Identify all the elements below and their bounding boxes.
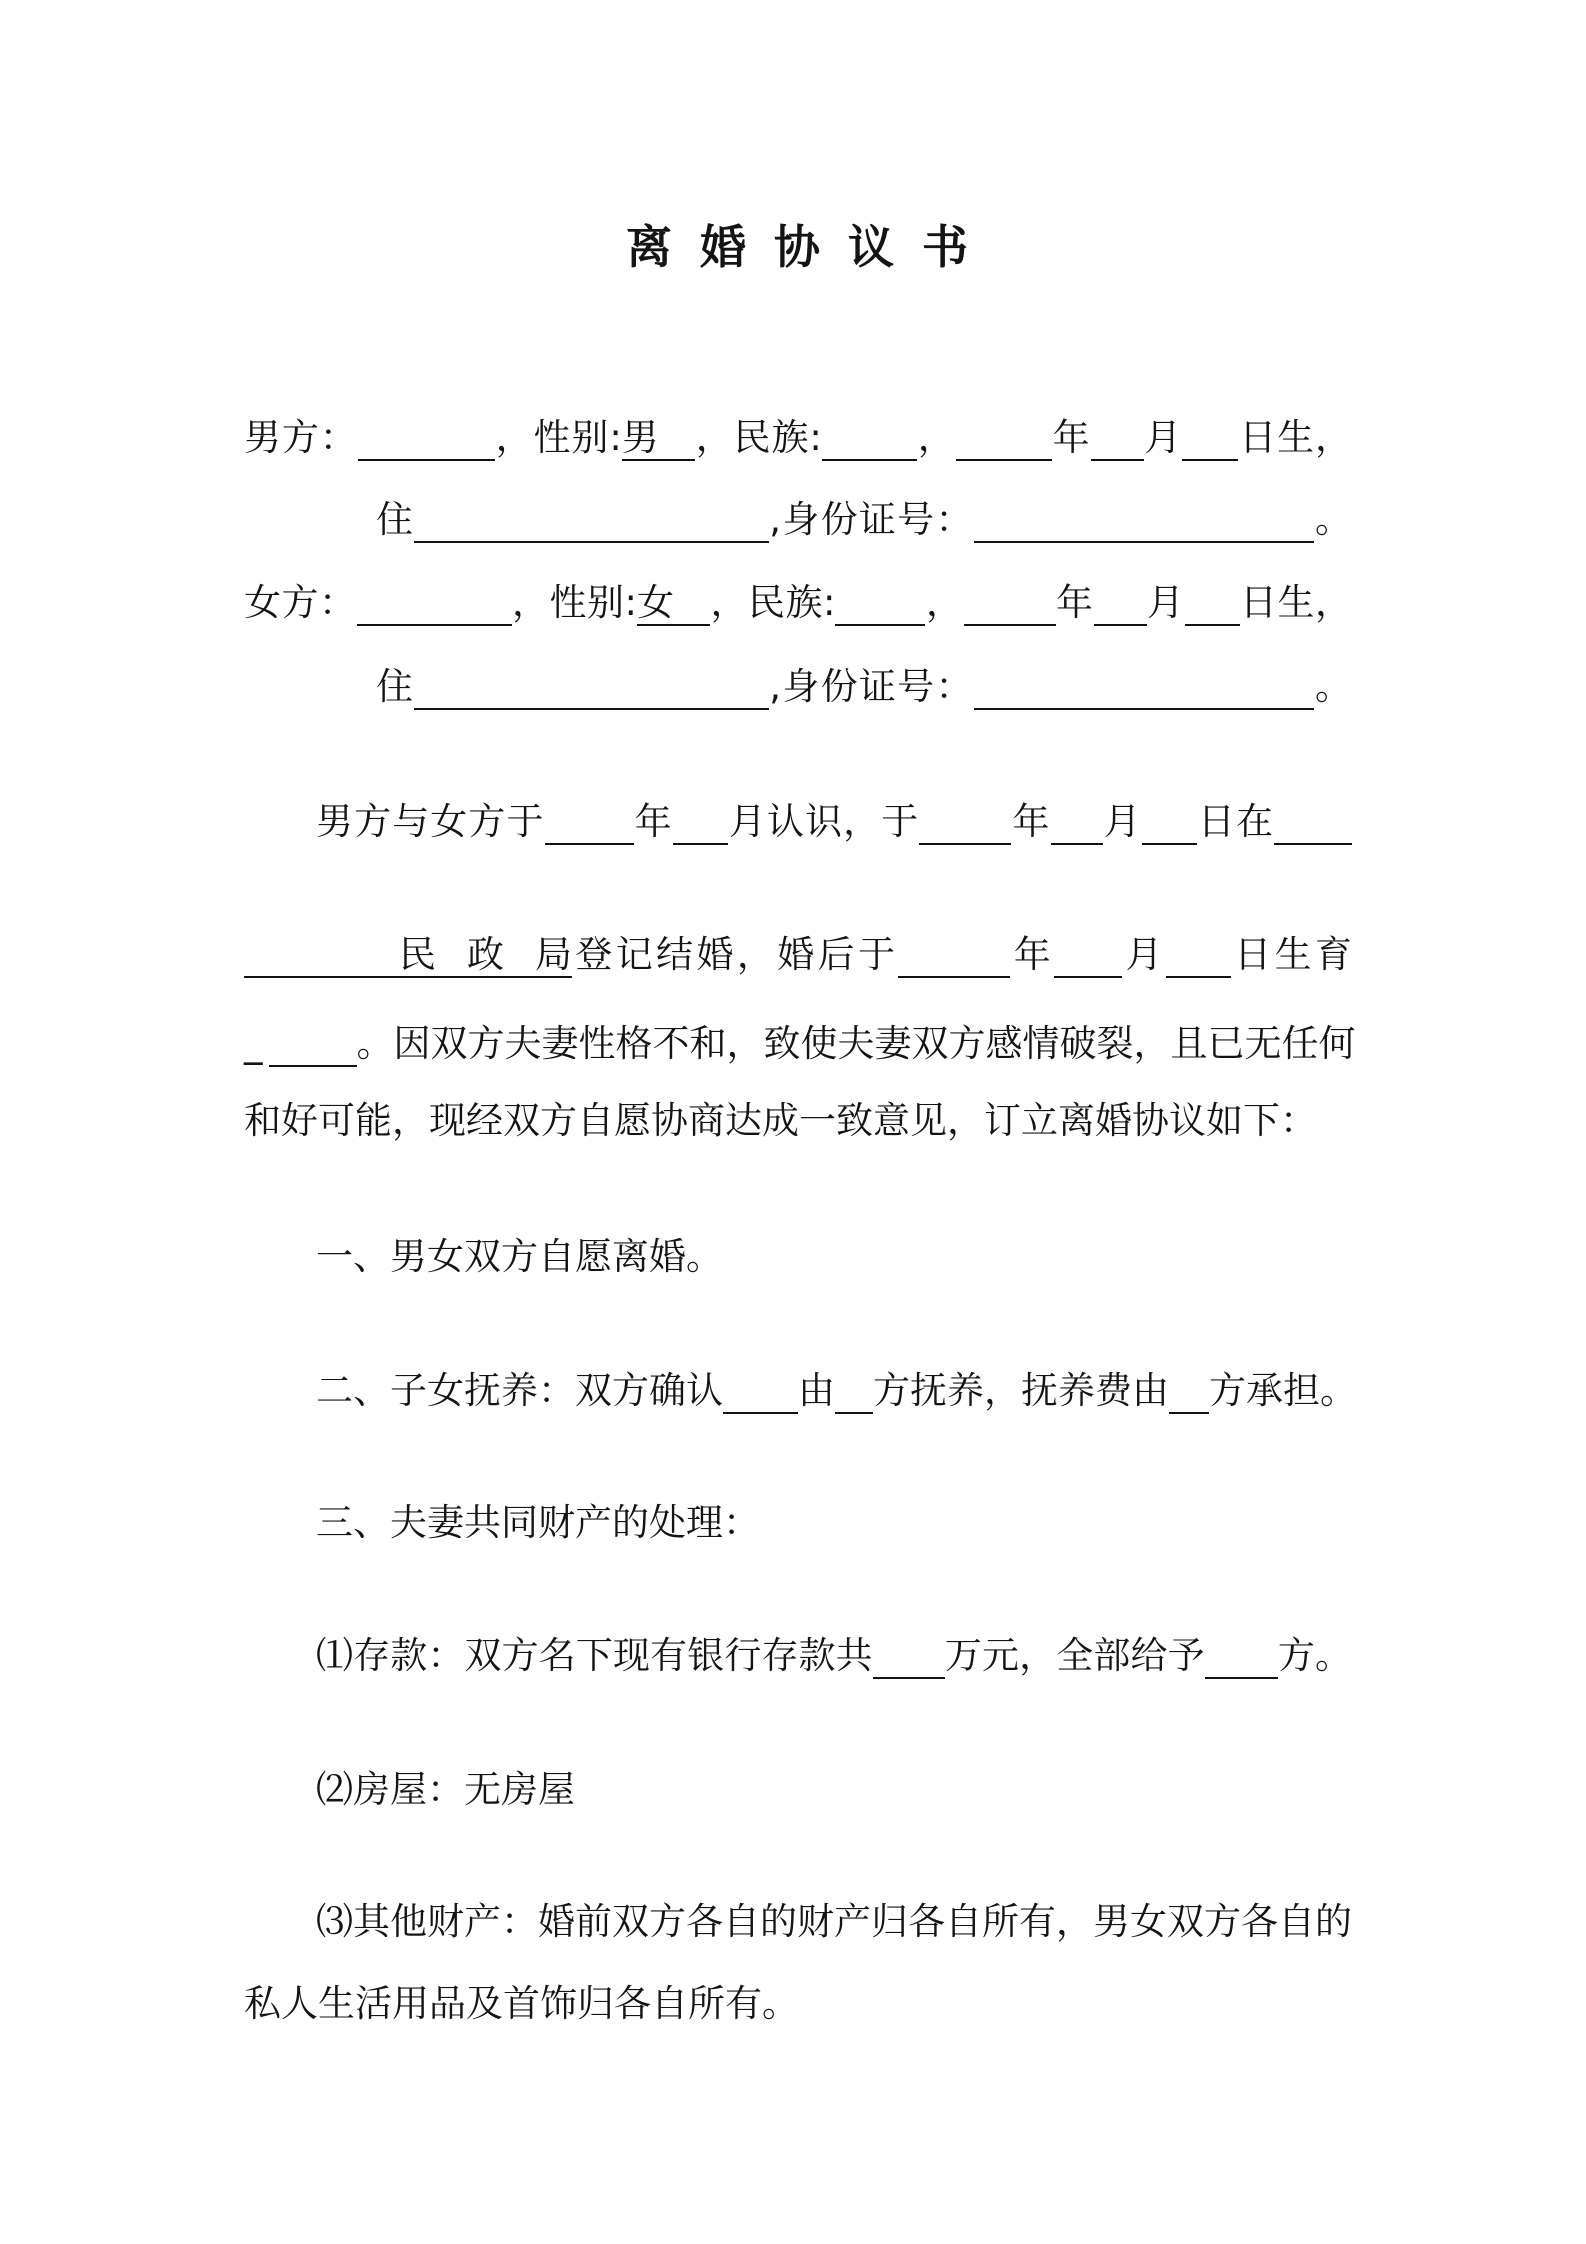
reg-place-blank xyxy=(1274,802,1352,845)
female-birth-month-blank xyxy=(1094,583,1147,626)
male-day-birth-label: 日生， xyxy=(1238,416,1353,459)
child-month-blank xyxy=(1054,935,1122,978)
met-month-suffix: 月认识，于 xyxy=(727,800,920,843)
reg-month-label: 月 xyxy=(1102,800,1142,843)
deposit-prefix: ⑴存款：双方名下现有银行存款共 xyxy=(316,1634,873,1677)
male-address-blank xyxy=(414,500,769,543)
male-month-label: 月 xyxy=(1143,416,1183,459)
deposit-party-blank xyxy=(1205,1636,1278,1679)
other-property-text-2: 私人生活用品及首饰归各自所有。 xyxy=(244,1982,799,2025)
custody-by: 由 xyxy=(798,1369,835,1412)
children-count-blank xyxy=(269,1024,357,1067)
clause-house xyxy=(316,1765,575,1815)
male-address-line xyxy=(376,495,1352,545)
female-year-label: 年 xyxy=(1055,581,1094,624)
reason-text: 。因双方夫妻性格不和，致使夫妻双方感情破裂，且已无任何 xyxy=(356,1022,1356,1065)
document-title: 离 婚 协 议 书 xyxy=(625,220,975,274)
male-id-blank xyxy=(974,500,1314,543)
clause-property-heading xyxy=(316,1498,760,1548)
reg-year-blank xyxy=(919,802,1011,845)
custody-raise: 方抚养，抚养费由 xyxy=(873,1369,1169,1412)
male-year-label: 年 xyxy=(1051,416,1091,459)
reg-day-blank xyxy=(1142,802,1197,845)
male-name-blank xyxy=(358,418,495,461)
female-id-blank xyxy=(974,667,1314,710)
female-label: 女方： xyxy=(244,581,357,624)
male-address-label: 住 xyxy=(376,498,415,541)
underscore-mark: _ xyxy=(244,1022,263,1065)
male-birth-year-blank xyxy=(956,418,1052,461)
marriage-line-1 xyxy=(316,797,1352,847)
female-info-line xyxy=(244,578,1352,628)
female-gender-blank xyxy=(637,583,710,626)
female-ethnicity-blank xyxy=(835,583,925,626)
met-year-blank xyxy=(545,802,634,845)
female-address-blank xyxy=(414,667,769,710)
custody-prefix: 二、子女抚养：双方确认 xyxy=(316,1369,723,1412)
female-day-birth-label: 日生， xyxy=(1239,581,1353,624)
custody-party-blank xyxy=(835,1371,873,1414)
reg-month-blank xyxy=(1051,802,1103,845)
property-heading-text: 三、夫妻共同财产的处理： xyxy=(316,1501,760,1544)
other-property-text-1: ⑶其他财产：婚前双方各自的财产归各自所有，男女双方各自的 xyxy=(316,1900,1352,1943)
male-ethnicity-label: ，民族: xyxy=(694,416,822,459)
marriage-line-4 xyxy=(244,1096,1317,1146)
deposit-suffix: 方。 xyxy=(1277,1634,1353,1677)
female-address-label: 住 xyxy=(376,665,415,708)
child-year-label: 年 xyxy=(1010,933,1055,976)
marriage-line-3 xyxy=(244,1019,1356,1069)
reg-day-at-label: 日在 xyxy=(1196,800,1275,843)
clause-deposit xyxy=(316,1631,1352,1681)
met-year-label: 年 xyxy=(633,800,673,843)
child-day-blank xyxy=(1166,935,1231,978)
clause-divorce-text: 一、男女双方自愿离婚。 xyxy=(316,1235,723,1278)
female-month-label: 月 xyxy=(1146,581,1185,624)
female-birth-year-blank xyxy=(964,583,1056,626)
met-intro: 男方与女方于 xyxy=(316,800,545,843)
custody-bear: 方承担。 xyxy=(1209,1369,1357,1412)
male-birth-day-blank xyxy=(1182,418,1238,461)
male-id-label: ,身份证号： xyxy=(769,498,974,541)
bureau-blank xyxy=(244,935,572,978)
female-ethnicity-label: ，民族: xyxy=(710,581,836,624)
female-id-label: ,身份证号： xyxy=(769,665,974,708)
clause-other-line-2 xyxy=(244,1979,799,2029)
female-gender-value: 女 xyxy=(637,581,674,624)
male-separator: ， xyxy=(916,416,956,459)
male-gender-blank xyxy=(622,418,695,461)
house-text: ⑵房屋：无房屋 xyxy=(316,1768,575,1811)
male-info-line xyxy=(244,413,1352,463)
female-gender-label: ，性别: xyxy=(511,581,637,624)
reg-year-label: 年 xyxy=(1011,800,1051,843)
female-separator: ， xyxy=(925,581,964,624)
registered-label: 登记结婚，婚后于 xyxy=(572,933,899,976)
clause-custody xyxy=(316,1366,1357,1416)
male-label: 男方： xyxy=(244,416,358,459)
clause-divorce xyxy=(316,1232,723,1282)
male-birth-month-blank xyxy=(1091,418,1144,461)
clause-other-line-1 xyxy=(316,1897,1352,1947)
female-line-end: 。 xyxy=(1313,665,1352,708)
custody-child-blank xyxy=(723,1371,798,1414)
deposit-unit: 万元，全部给予 xyxy=(944,1634,1205,1677)
agreement-text: 和好可能，现经双方自愿协商达成一致意见，订立离婚协议如下： xyxy=(244,1099,1317,1142)
female-address-line xyxy=(376,662,1352,712)
marriage-line-2 xyxy=(244,930,1352,980)
child-year-blank xyxy=(898,935,1010,978)
male-gender-value: 男 xyxy=(621,416,659,459)
met-month-blank xyxy=(673,802,728,845)
male-gender-label: ，性别: xyxy=(494,416,622,459)
child-month-label: 月 xyxy=(1122,933,1166,976)
female-name-blank xyxy=(357,583,512,626)
custody-fee-party-blank xyxy=(1169,1371,1209,1414)
child-day-label: 日生育 xyxy=(1230,933,1352,976)
deposit-amount-blank xyxy=(873,1636,945,1679)
female-birth-day-blank xyxy=(1185,583,1240,626)
bureau-label: 民政局 xyxy=(399,933,572,976)
male-ethnicity-blank xyxy=(822,418,917,461)
male-line-end: 。 xyxy=(1313,498,1352,541)
